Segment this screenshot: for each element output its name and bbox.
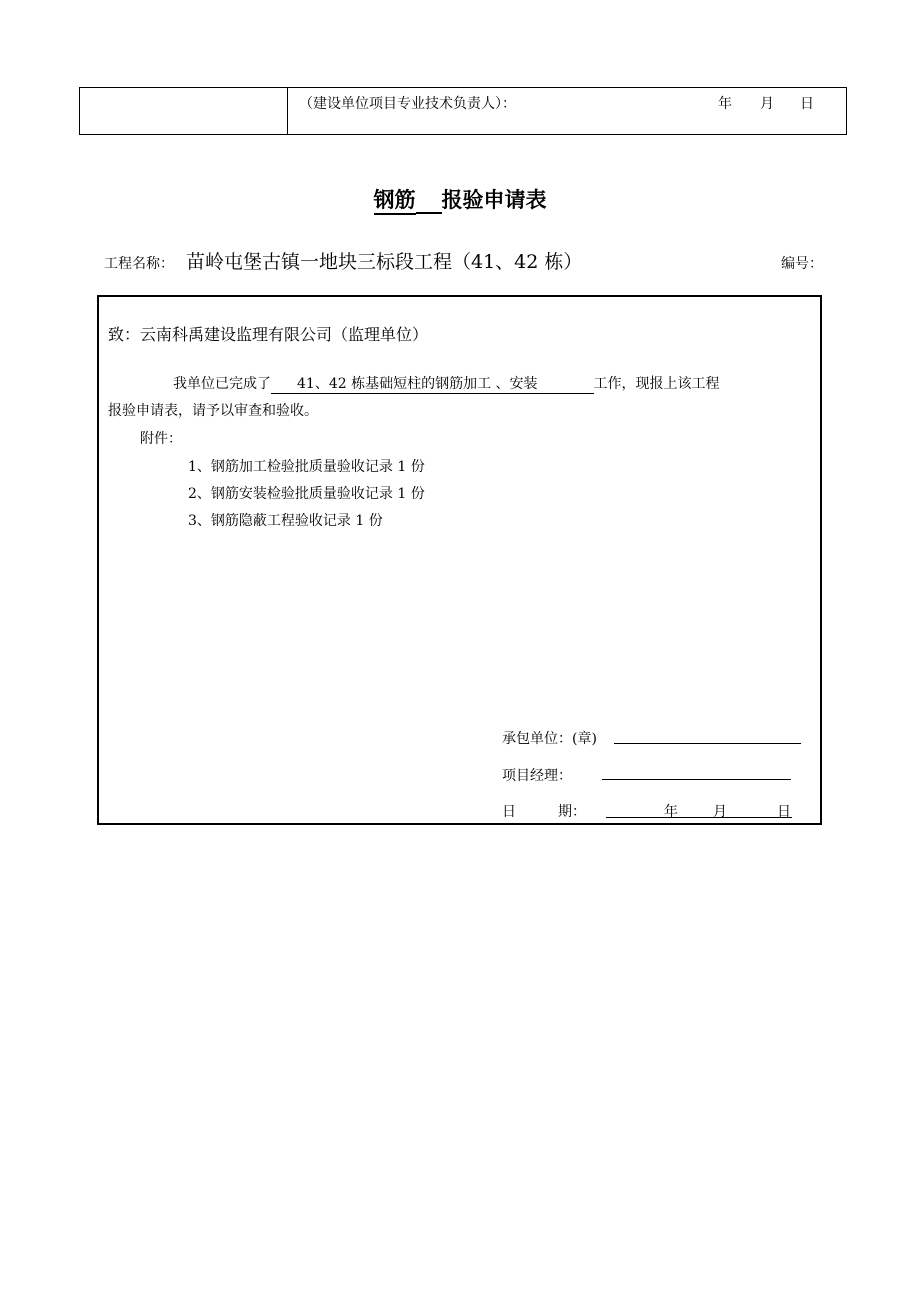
attachment-item: 3、钢筋隐蔽工程验收记录 1 份: [188, 513, 383, 529]
date-day-label: 日: [777, 804, 791, 820]
completion-prefix: 我单位已完成了: [173, 376, 271, 392]
completion-statement-line2: 报验申请表，请予以审查和验收。: [108, 403, 318, 419]
recipient-line: 致：云南科禹建设监理有限公司（监理单位）: [108, 325, 429, 344]
date-month-label: 月: [713, 804, 727, 820]
page-title: [0, 184, 920, 214]
date-year-label: 年: [664, 804, 678, 820]
table-divider: [287, 88, 288, 134]
attachment-item: 2、钢筋安装检验批质量验收记录 1 份: [188, 486, 425, 502]
project-name-label: 工程名称：: [104, 256, 174, 272]
title-blank: [416, 190, 442, 214]
attachment-item: 1、钢筋加工检验批质量验收记录 1 份: [188, 459, 425, 475]
project-name: 苗岭屯堡古镇一地块三标段工程（41、42 栋）: [186, 251, 583, 273]
top-day-label: 日: [800, 96, 814, 112]
date-line: [606, 817, 792, 818]
title-suffix: 报验申请表: [441, 188, 547, 212]
top-month-label: 月: [760, 96, 774, 112]
approval-table-fragment: [79, 87, 847, 135]
date-label-char-1: 日: [502, 804, 516, 820]
contractor-signature-line: [614, 743, 801, 744]
completion-suffix: 工作，现报上该工程: [593, 376, 720, 392]
title-material: 钢筋: [374, 188, 416, 215]
code-label: 编号：: [781, 256, 823, 272]
attachments-label: 附件：: [140, 431, 182, 447]
completion-statement: [173, 373, 720, 394]
contractor-label: 承包单位：(章): [502, 731, 597, 747]
responsible-person-label: （建设单位项目专业技术负责人）：: [299, 96, 516, 112]
top-year-label: 年: [718, 96, 732, 112]
project-manager-label: 项目经理：: [502, 768, 572, 784]
date-label-char-2: 期：: [558, 804, 586, 820]
completion-fill: 41、42 栋基础短柱的钢筋加工 、安装: [271, 373, 594, 394]
manager-signature-line: [602, 779, 791, 780]
